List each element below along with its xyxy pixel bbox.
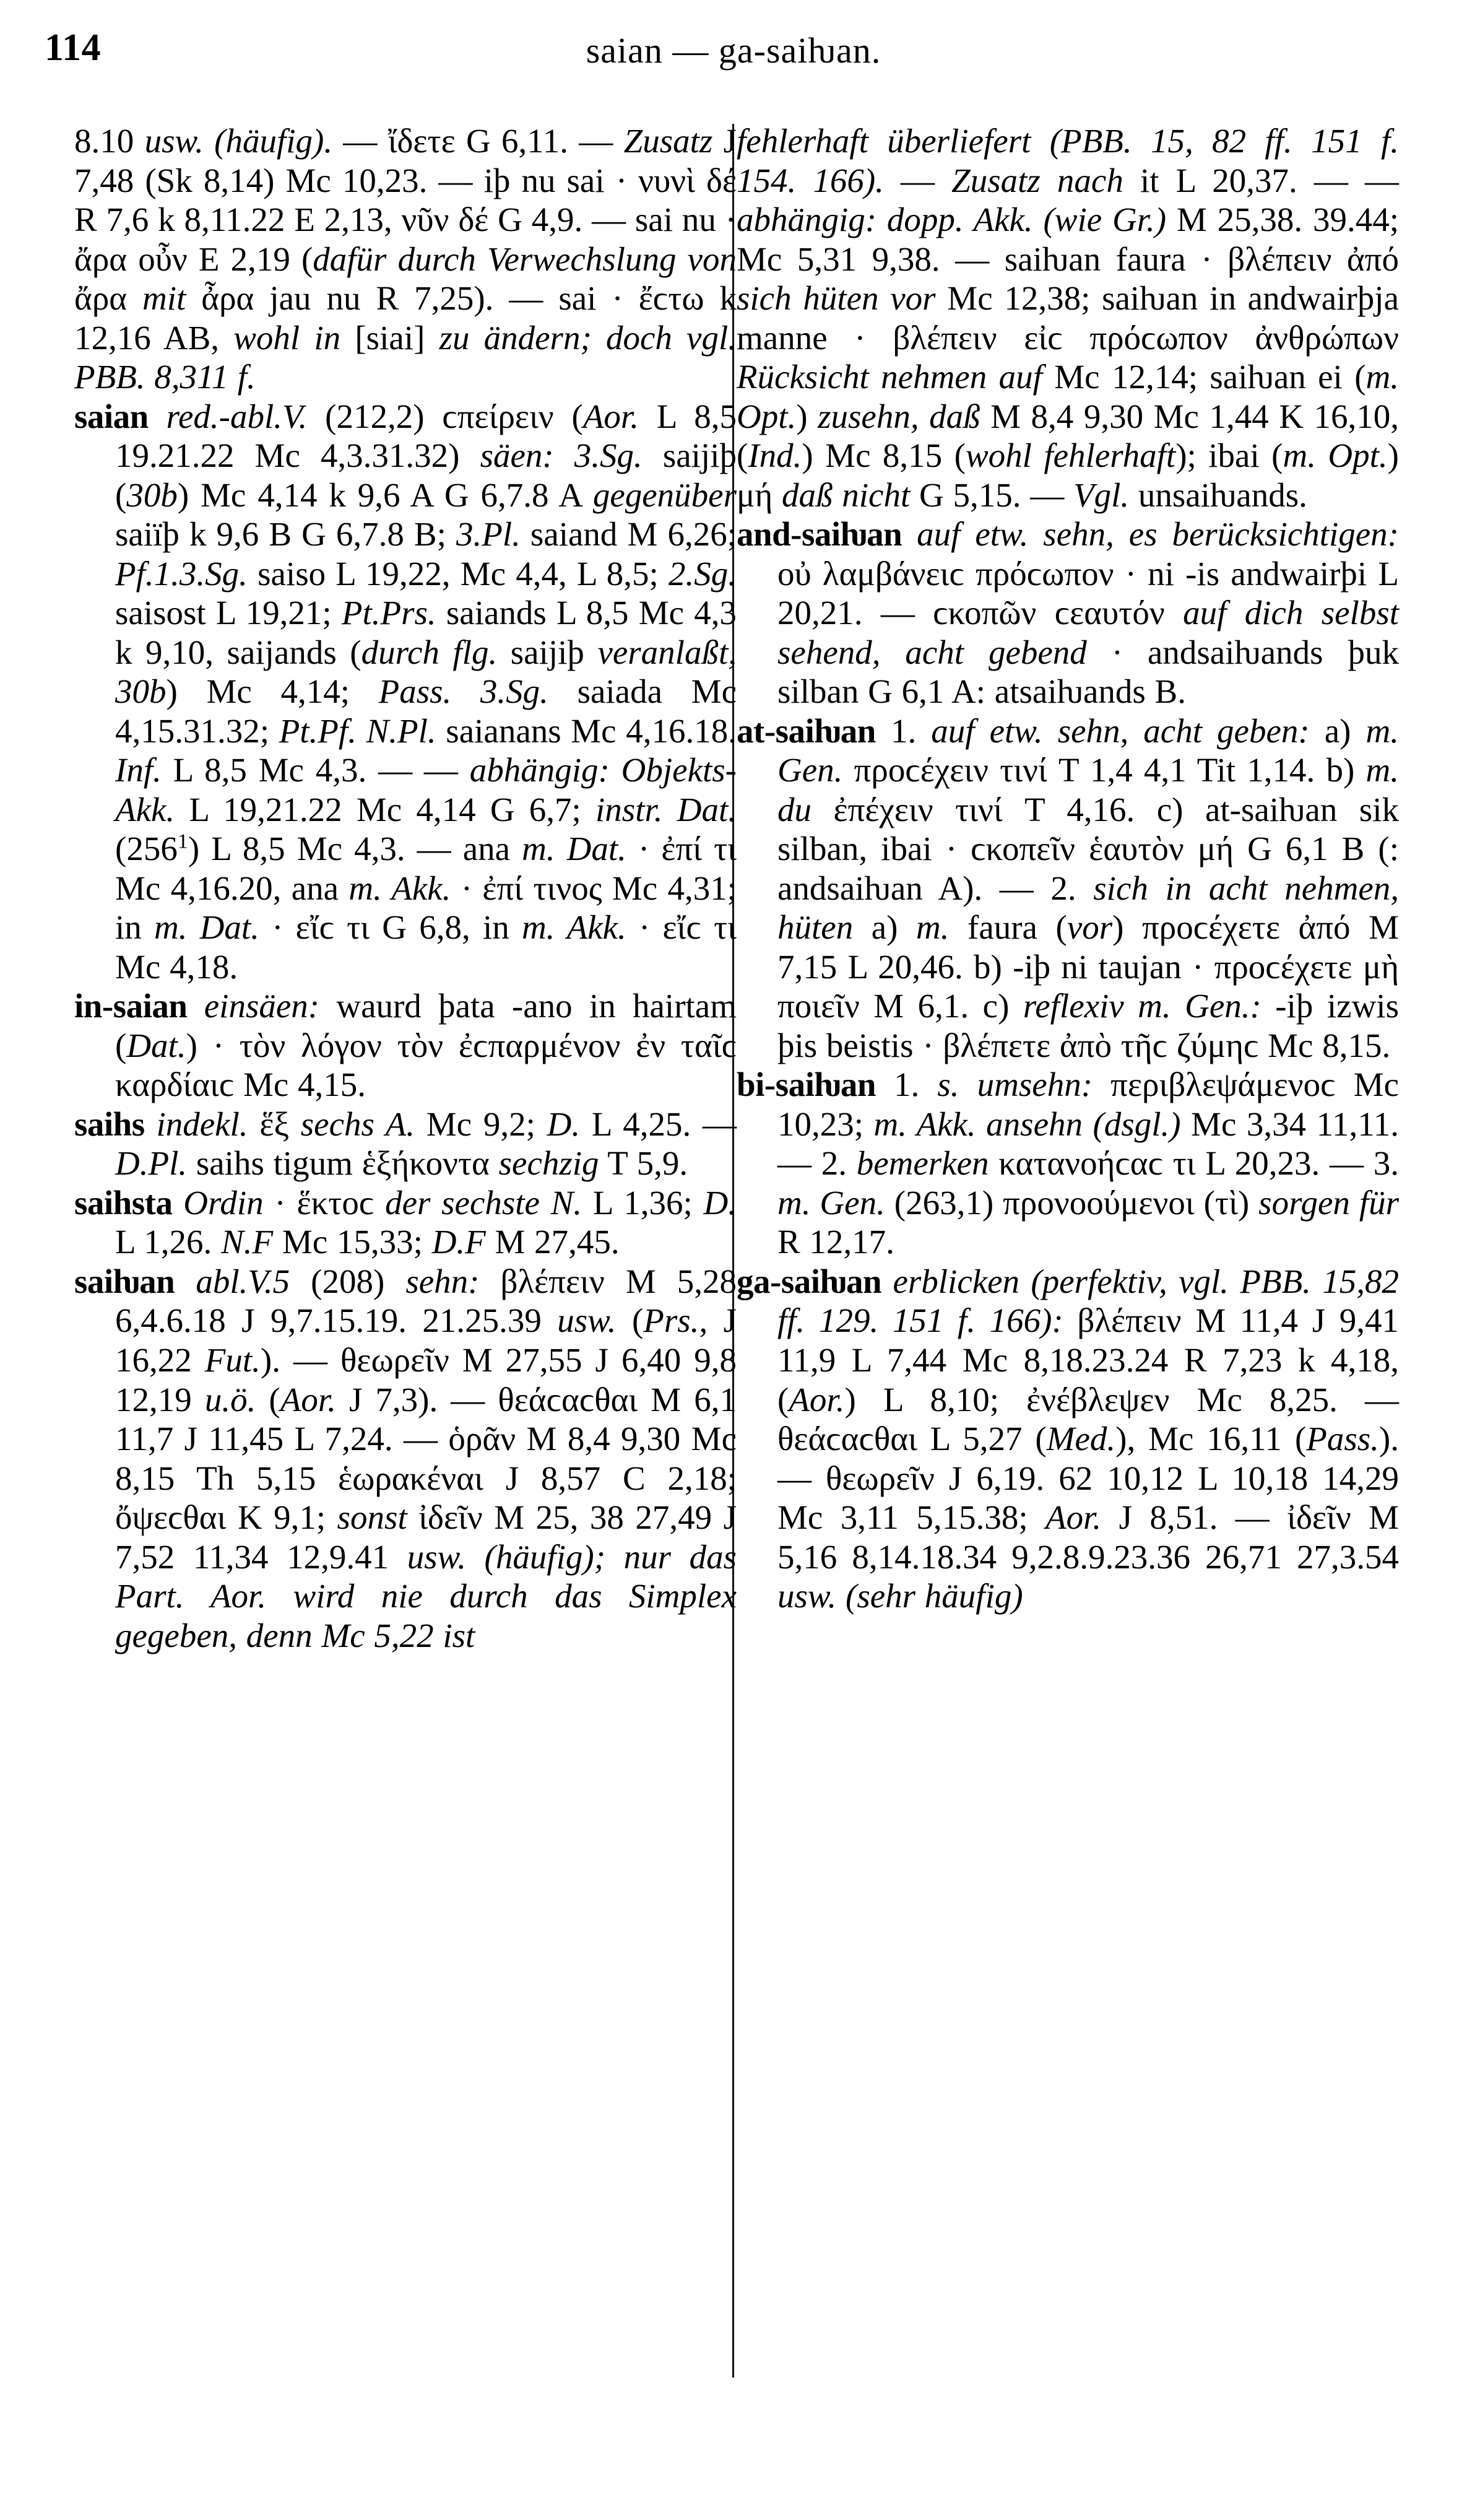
dictionary-entry: 8.10 usw. (häufig). — ἴδετε G 6,11. — Zusatz J 7,48 (Sk 8,14) Mc 10,23. — iþ nu sai · νυνὶ δέ R 7,6 k 8,11.22 E 2,13, νῦν δέ G 4,9. — sai nu · ἄρα οὖν E 2,19 (dafür durch Verwechslung von ἄρα mit ἆρα jau nu R 7,25). — sai · ἔϲτω k 12,16 AB, wohl in [siai] zu ändern; doch vgl. PBB. 8,311 f. (74, 122, 737, 396)
dictionary-entry: fehlerhaft überliefert (PBB. 15, 82 ff. 151 f. 154. 166). — Zusatz nach it L 20,37. — — abhängig: dopp. Akk. (wie Gr.) M 25,38. 39.44; Mc 5,31 9,38. — saiƕan faura · βλέπειν ἀπό sich hüten vor Mc 12,38; saiƕan in andwairþja manne · βλέπειν εἰϲ πρόϲωπον ἀνθρώπων Rücksicht nehmen auf Mc 12,14; saiƕan ei (m. Opt.) zusehn, daß M 8,4 9,30 Mc 1,44 K 16,10, (Ind.) Mc 8,15 (wohl fehlerhaft); ibai (m. Opt.) μή daß nicht G 5,15. — Vgl. unsaiƕands. (737, 122, 1399, 514)
left-column (74, 121, 737, 2493)
page-number: 114 (45, 27, 102, 69)
dictionary-entry: at-saiƕan 1. auf etw. sehn, acht geben: a) m. Gen. προϲέχειν τινί T 1,4 4,1 Tit 1,14. b) m. du ἐπέχειν τινί T 4,16. c) at-saiƕan sik silban, ibai · ϲκοπεῖν ἑαυτὸν μή G 6,1 B (: andsaiƕan A). — 2. sich in acht nehmen, hüten a) m. faura (vor) προϲέχετε ἀπό M 7,15 L 20,46. b) -iþ ni taujan · προϲέχετε μὴ ποιεῖν M 6,1. c) reflexiv m. Gen.: -iþ izwis þis beistis · βλέπετε ἀπὸ τῆϲ ζύμηϲ Mc 8,15. (737, 711, 1399, 1064)
dictionary-entry: ga-saiƕan erblicken (perfektiv, vgl. PBB. 15,82 ff. 129. 151 f. 166): βλέπειν M 11,4 J 9,41 11,9 L 7,44 Mc 8,18.23.24 R 7,23 k 4,18, (Aor.) L 8,10; ἐνέβλεψεν Mc 8,25. — θεάϲαϲθαι L 5,27 (Med.), Mc 16,11 (Pass.). — θεωρεῖν J 6,19. 62 10,12 L 10,18 14,29 Mc 3,11 5,15.38; Aor. J 8,51. — ἰδεῖν M 5,16 8,14.18.34 9,2.8.9.23.36 26,71 27,3.54 usw. (sehr häufig) (737, 1262, 1400, 1615)
dictionary-entry: bi-saiƕan 1. s. umsehn: περιβλεψάμενοϲ Mc 10,23; m. Akk. ansehn (dsgl.) Mc 3,34 11,11. — 2. bemerken κατανοήϲαϲ τι L 20,23. — 3. m. Gen. (263,1) προνοούμενοι (τὶ) sorgen für R 12,17. (737, 1066, 1400, 1261)
dictionary-entry: saian red.-abl.V. (212,2) ϲπείρειν (Aor. L 8,5 19.21.22 Mc 4,3.31.32) säen: 3.Sg. saijiþ (30b) Mc 4,14 k 9,6 A G 6,7.8 A gegenüber saiïþ k 9,6 B G 6,7.8 B; 3.Pl. saiand M 6,26; Pf.1.3.Sg. saiso L 19,22, Mc 4,4, L 8,5; 2.Sg. saisost L 19,21; Pt.Prs. saiands L 8,5 Mc 4,3 k 9,10, saijands (durch flg. saijiþ veranlaßt, 30b) Mc 4,14; Pass. 3.Sg. saiada Mc 4,15.31.32; Pt.Pf. N.Pl. saianans Mc 4,16.18. Inf. L 8,5 Mc 4,3. — — abhängig: Objekts-Akk. L 19,21.22 Mc 4,14 G 6,7; instr. Dat. $(256^1)$ L 8,5 Mc 4,3. — ana m. Dat. · ἐπί τι Mc 4,16.20, ana m. Akk. · ἐπί τινος Mc 4,31; in m. Dat. · εἴϲ τι G 6,8, in m. Akk. · εἴϲ τι Mc 4,18. (74, 397, 737, 986)
right-column (737, 121, 1399, 2493)
running-head (0, 26, 1467, 83)
dictionary-entry: saihs indekl. ἕξ sechs A. Mc 9,2; D. L 4,25. — D.Pl. saihs tigum ἑξήκοντα sechzig T 5,9. (74, 1105, 737, 1183)
dictionary-entry: saihsta Ordin · ἕκτοϲ der sechste N. L 1,36; D. L 1,26. N.F Mc 15,33; D.F M 27,45. (74, 1183, 737, 1261)
dictionary-entry: saiƕan abl.V.5 (208) sehn: βλέπειν M 5,28 6,4.6.18 J 9,7.15.19. 21.25.39 usw. (Prs., J 16,22 Fut.). — θεωρεῖν M 27,55 J 6,40 9,8 12,19 u.ö. (Aor. J 7,3). — θεάϲαϲθαι M 6,1 11,7 J 11,45 L 7,24. — ὁρᾶν M 8,4 9,30 Mc 8,15 Th 5,15 ἑωρακέναι J 8,57 C 2,18; ὄψεϲθαι K 9,1; sonst ἰδεῖν M 25, 38 27,49 J 7,52 11,34 12,9.41 usw. (häufig); nur das Part. Aor. wird nie durch das Simplex gegeben, denn Mc 5,22 ist (74, 1262, 737, 1654)
dictionary-entry: in-saian einsäen: waurd þata -ano in hairtam (Dat.) · τὸν λόγον τὸν ἐϲπαρμένον ἐν ταῖϲ καρδίαιϲ Mc 4,15. (74, 987, 737, 1104)
body-columns (0, 121, 1467, 2493)
dictionary-entry: and-saiƕan auf etw. sehn, es berücksichtigen: οὐ λαμβάνειϲ πρόϲωπον · ni -is andwairþi L 20,21. — ϲκοπῶν ϲεαυτόν auf dich selbst sehend, acht gebend · andsaiƕands þuk silban G 6,1 A: atsaiƕands B. (737, 515, 1400, 711)
page-title: saian — ga-saiƕan. (586, 30, 881, 71)
